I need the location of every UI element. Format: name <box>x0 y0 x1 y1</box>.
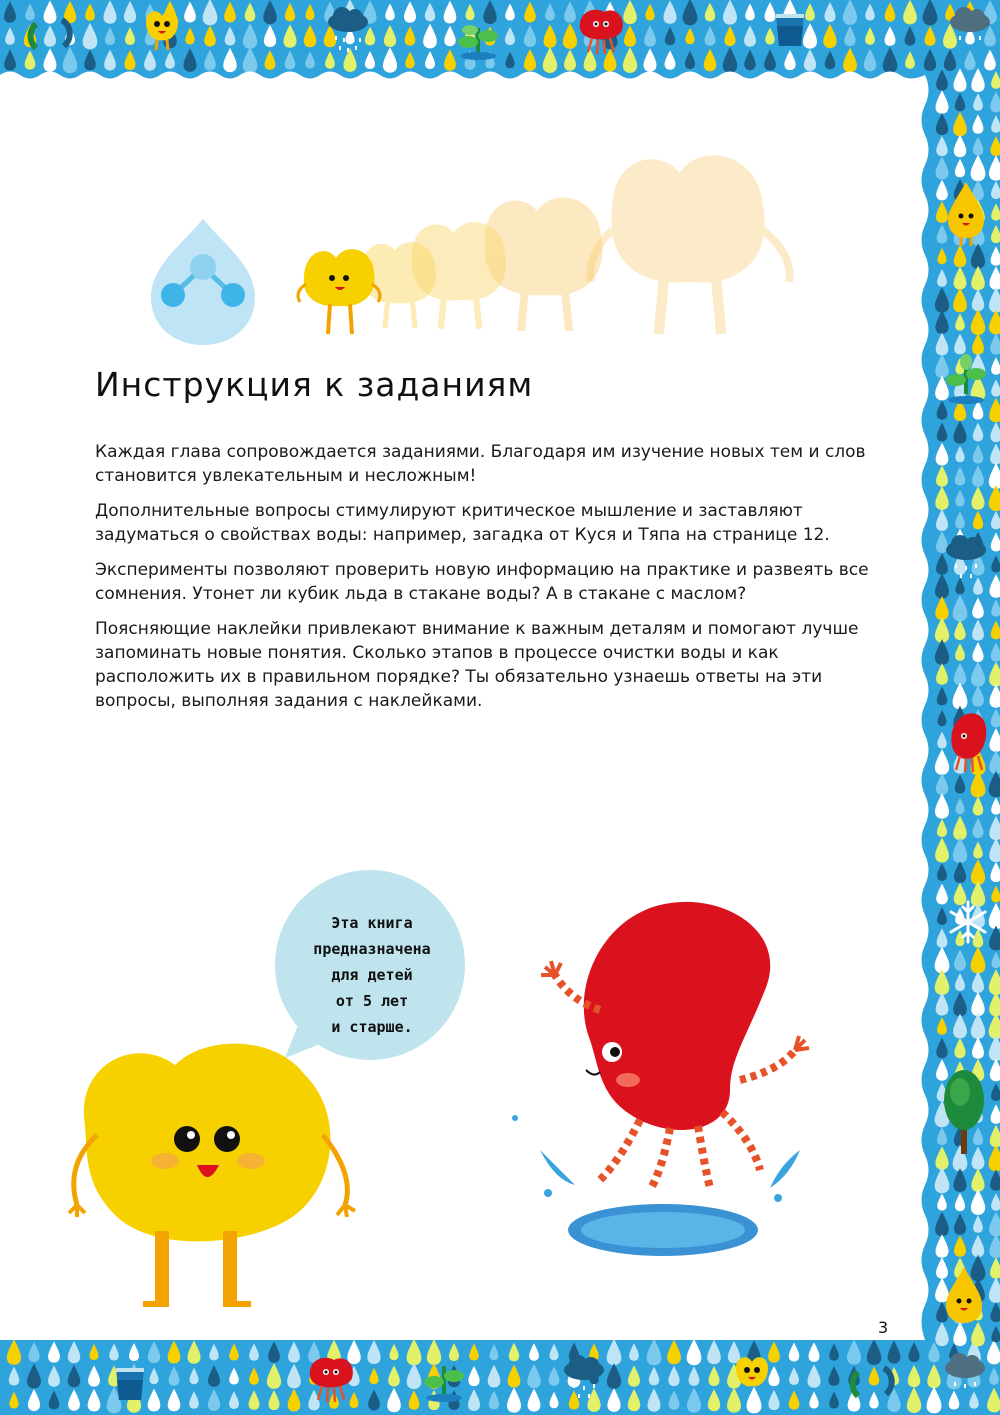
glass-icon <box>776 14 804 46</box>
bubble-line: Эта книга <box>331 914 413 932</box>
bubble-line: от 5 лет <box>335 992 409 1010</box>
bubble-line: предназначена <box>313 940 431 958</box>
speech-bubble-text <box>282 910 462 1040</box>
page-number: 3 <box>878 1318 889 1337</box>
paragraph: Эксперименты позволяют проверить новую информацию на практике и развеять все сомнения. Утонет ли кубик льда в стакане воды? А в стакане с маслом? <box>95 560 869 604</box>
paragraph: Дополнительные вопросы стимулируют критическое мышление и заставляют задуматься о свойствах воды: например, загадка от Куся и Тяпа на странице 12. <box>95 501 830 545</box>
instructions-text <box>95 440 895 724</box>
paragraph: Поясняющие наклейки привлекают внимание к важным деталям и помогают лучше запоминать новые понятия. Сколько этапов в процессе очистки воды и как расположить их в правильном порядке? Ты обязательно узнаешь ответы на эти вопросы, выполняя задания с наклейками. <box>95 619 859 711</box>
page-title: Инструкция к заданиям <box>95 365 534 404</box>
paragraph: Каждая глава сопровождается заданиями. Благодаря им изучение новых тем и слов становится увлекательным и несложным! <box>95 442 866 486</box>
bubble-line: для детей <box>331 966 413 984</box>
bubble-line: и старше. <box>331 1018 413 1036</box>
glass-icon <box>116 1368 144 1400</box>
